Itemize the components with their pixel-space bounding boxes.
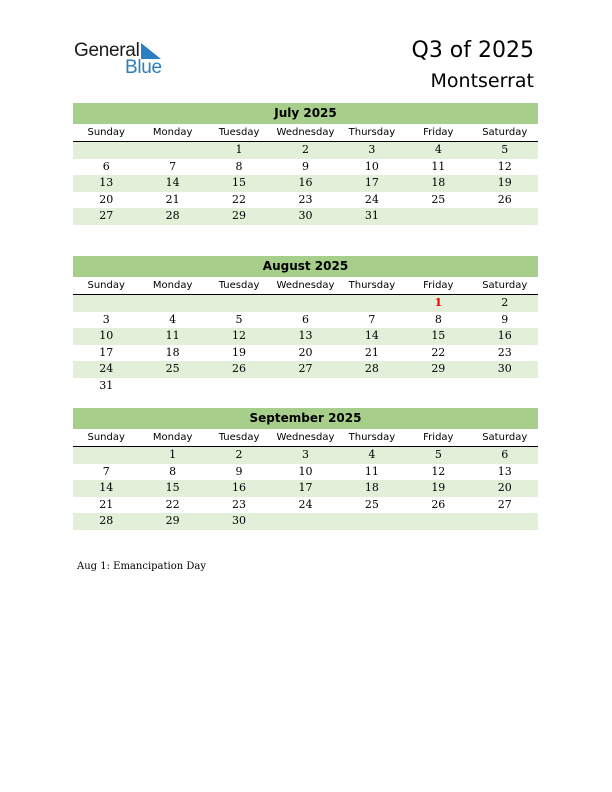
day-cell: 28 — [99, 514, 114, 527]
day-cell: 8 — [434, 312, 442, 326]
day-cell: 26 — [497, 192, 512, 206]
day-cell: 22 — [232, 192, 247, 206]
day-cell — [472, 208, 538, 225]
week-row — [73, 208, 538, 225]
day-cell — [272, 513, 338, 530]
day-cell: 17 — [298, 481, 313, 494]
weekday-label: Wednesday — [276, 280, 335, 291]
day-cell — [73, 142, 139, 159]
day-cell: 25 — [364, 497, 379, 511]
page-subtitle: Montserrat — [430, 70, 534, 92]
day-cell: 2 — [235, 448, 243, 461]
day-cell — [73, 295, 139, 312]
week-row — [73, 464, 538, 481]
day-cell: 7 — [368, 312, 376, 326]
day-cell: 27 — [497, 497, 512, 511]
day-cell: 11 — [165, 329, 180, 342]
weekday-label: Sunday — [87, 432, 125, 443]
day-cell — [272, 378, 338, 395]
day-cell: 21 — [364, 345, 379, 359]
day-cell: 4 — [434, 143, 442, 156]
weekday-label: Saturday — [482, 280, 528, 291]
day-cell — [472, 378, 538, 395]
day-cell: 3 — [368, 143, 376, 156]
month-title: September 2025 — [73, 408, 538, 429]
day-cell: 14 — [165, 176, 180, 189]
day-cell — [206, 295, 272, 312]
day-cell — [405, 513, 471, 530]
day-cell: 12 — [497, 159, 512, 173]
month-calendar — [73, 256, 538, 394]
day-cell: 4 — [169, 312, 177, 326]
day-cell: 6 — [301, 312, 309, 326]
week-row — [73, 480, 538, 497]
day-cell: 22 — [431, 345, 446, 359]
weekday-label: Monday — [152, 280, 193, 291]
day-cell: 17 — [364, 176, 379, 189]
month-calendar — [73, 408, 538, 530]
day-cell — [405, 208, 471, 225]
week-row — [73, 345, 538, 362]
day-cell: 19 — [232, 345, 247, 359]
day-cell: 13 — [497, 464, 512, 478]
month-title: August 2025 — [73, 256, 538, 277]
day-cell: 29 — [232, 209, 247, 222]
day-cell: 5 — [235, 312, 243, 326]
day-cell: 3 — [301, 448, 309, 461]
week-row — [73, 295, 538, 312]
weekday-header-row — [73, 429, 538, 447]
day-cell: 11 — [431, 159, 446, 173]
day-cell — [339, 513, 405, 530]
day-cell: 9 — [501, 312, 509, 326]
weekday-label: Wednesday — [276, 127, 335, 138]
day-cell: 11 — [364, 464, 379, 478]
weekday-label: Thursday — [348, 432, 396, 443]
weekday-label: Thursday — [348, 280, 396, 291]
week-row — [73, 175, 538, 192]
day-cell — [139, 378, 205, 395]
day-cell: 26 — [431, 497, 446, 511]
day-cell: 16 — [232, 481, 247, 494]
day-cell: 21 — [99, 497, 114, 511]
day-cell — [472, 513, 538, 530]
day-cell — [339, 378, 405, 395]
month-calendar — [73, 103, 538, 225]
day-cell: 20 — [497, 481, 512, 494]
weekday-label: Saturday — [482, 127, 528, 138]
day-cell: 29 — [431, 362, 446, 375]
day-cell: 31 — [99, 378, 114, 392]
holiday-note: Aug 1: Emancipation Day — [77, 561, 206, 572]
day-cell: 30 — [298, 209, 313, 222]
generalblue-logo — [74, 40, 174, 80]
weekday-label: Tuesday — [218, 280, 260, 291]
holiday-day-cell: 1 — [434, 296, 443, 309]
week-row — [73, 513, 538, 530]
day-cell: 24 — [99, 362, 114, 375]
week-row — [73, 328, 538, 345]
week-row — [73, 159, 538, 176]
day-cell — [139, 295, 205, 312]
day-cell: 21 — [165, 192, 180, 206]
day-cell: 31 — [364, 209, 379, 222]
weekday-label: Thursday — [348, 127, 396, 138]
day-cell: 14 — [364, 329, 379, 342]
day-cell: 7 — [102, 464, 110, 478]
weekday-label: Friday — [423, 280, 454, 291]
day-cell: 2 — [301, 143, 309, 156]
weekday-label: Sunday — [87, 127, 125, 138]
logo-text-general: General — [74, 40, 140, 61]
week-row — [73, 142, 538, 159]
day-cell: 7 — [169, 159, 177, 173]
day-cell: 27 — [99, 209, 114, 222]
day-cell: 24 — [364, 192, 379, 206]
page-title: Q3 of 2025 — [411, 38, 534, 63]
day-cell — [139, 142, 205, 159]
weekday-header-row — [73, 124, 538, 142]
week-row — [73, 447, 538, 464]
day-cell: 23 — [232, 497, 247, 511]
day-cell: 28 — [364, 362, 379, 375]
day-cell: 12 — [431, 464, 446, 478]
day-cell: 20 — [298, 345, 313, 359]
weekday-label: Friday — [423, 432, 454, 443]
day-cell: 14 — [99, 481, 114, 494]
weekday-label: Saturday — [482, 432, 528, 443]
day-cell: 16 — [497, 329, 512, 342]
day-cell — [206, 378, 272, 395]
day-cell: 30 — [232, 514, 247, 527]
day-cell: 5 — [434, 448, 442, 461]
day-cell: 12 — [232, 329, 247, 342]
day-cell: 25 — [431, 192, 446, 206]
week-row — [73, 312, 538, 329]
day-cell: 13 — [298, 329, 313, 342]
day-cell: 28 — [165, 209, 180, 222]
day-cell: 16 — [298, 176, 313, 189]
month-title: July 2025 — [73, 103, 538, 124]
day-cell: 30 — [497, 362, 512, 375]
day-cell: 18 — [165, 345, 180, 359]
weekday-label: Monday — [152, 432, 193, 443]
day-cell: 27 — [298, 362, 313, 375]
day-cell: 23 — [298, 192, 313, 206]
day-cell: 8 — [235, 159, 243, 173]
weekday-label: Monday — [152, 127, 193, 138]
day-cell: 3 — [102, 312, 110, 326]
weekday-label: Sunday — [87, 280, 125, 291]
day-cell: 15 — [165, 481, 180, 494]
day-cell: 15 — [431, 329, 446, 342]
day-cell: 13 — [99, 176, 114, 189]
weekday-label: Tuesday — [218, 127, 260, 138]
day-cell: 10 — [298, 464, 313, 478]
day-cell: 10 — [99, 329, 114, 342]
weekday-header-row — [73, 277, 538, 295]
day-cell: 24 — [298, 497, 313, 511]
day-cell — [339, 295, 405, 312]
day-cell: 23 — [497, 345, 512, 359]
weekday-label: Tuesday — [218, 432, 260, 443]
day-cell: 29 — [165, 514, 180, 527]
day-cell: 6 — [102, 159, 110, 173]
day-cell: 18 — [431, 176, 446, 189]
logo-text-blue: Blue — [125, 57, 162, 78]
day-cell: 4 — [368, 448, 376, 461]
week-row — [73, 361, 538, 378]
day-cell: 26 — [232, 362, 247, 375]
week-row — [73, 497, 538, 514]
day-cell — [73, 447, 139, 464]
day-cell: 17 — [99, 345, 114, 359]
day-cell: 9 — [301, 159, 309, 173]
day-cell: 19 — [431, 481, 446, 494]
day-cell: 5 — [501, 143, 509, 156]
day-cell: 20 — [99, 192, 114, 206]
day-cell: 6 — [501, 448, 509, 461]
day-cell: 18 — [364, 481, 379, 494]
day-cell: 15 — [232, 176, 247, 189]
day-cell: 25 — [165, 362, 180, 375]
day-cell: 1 — [235, 143, 243, 156]
day-cell — [405, 378, 471, 395]
day-cell: 22 — [165, 497, 180, 511]
day-cell: 8 — [169, 464, 177, 478]
day-cell — [272, 295, 338, 312]
week-row — [73, 192, 538, 209]
weekday-label: Friday — [423, 127, 454, 138]
day-cell: 9 — [235, 464, 243, 478]
week-row — [73, 378, 538, 395]
day-cell: 19 — [497, 176, 512, 189]
day-cell: 2 — [501, 296, 509, 309]
weekday-label: Wednesday — [276, 432, 335, 443]
day-cell: 10 — [364, 159, 379, 173]
day-cell: 1 — [169, 448, 177, 461]
